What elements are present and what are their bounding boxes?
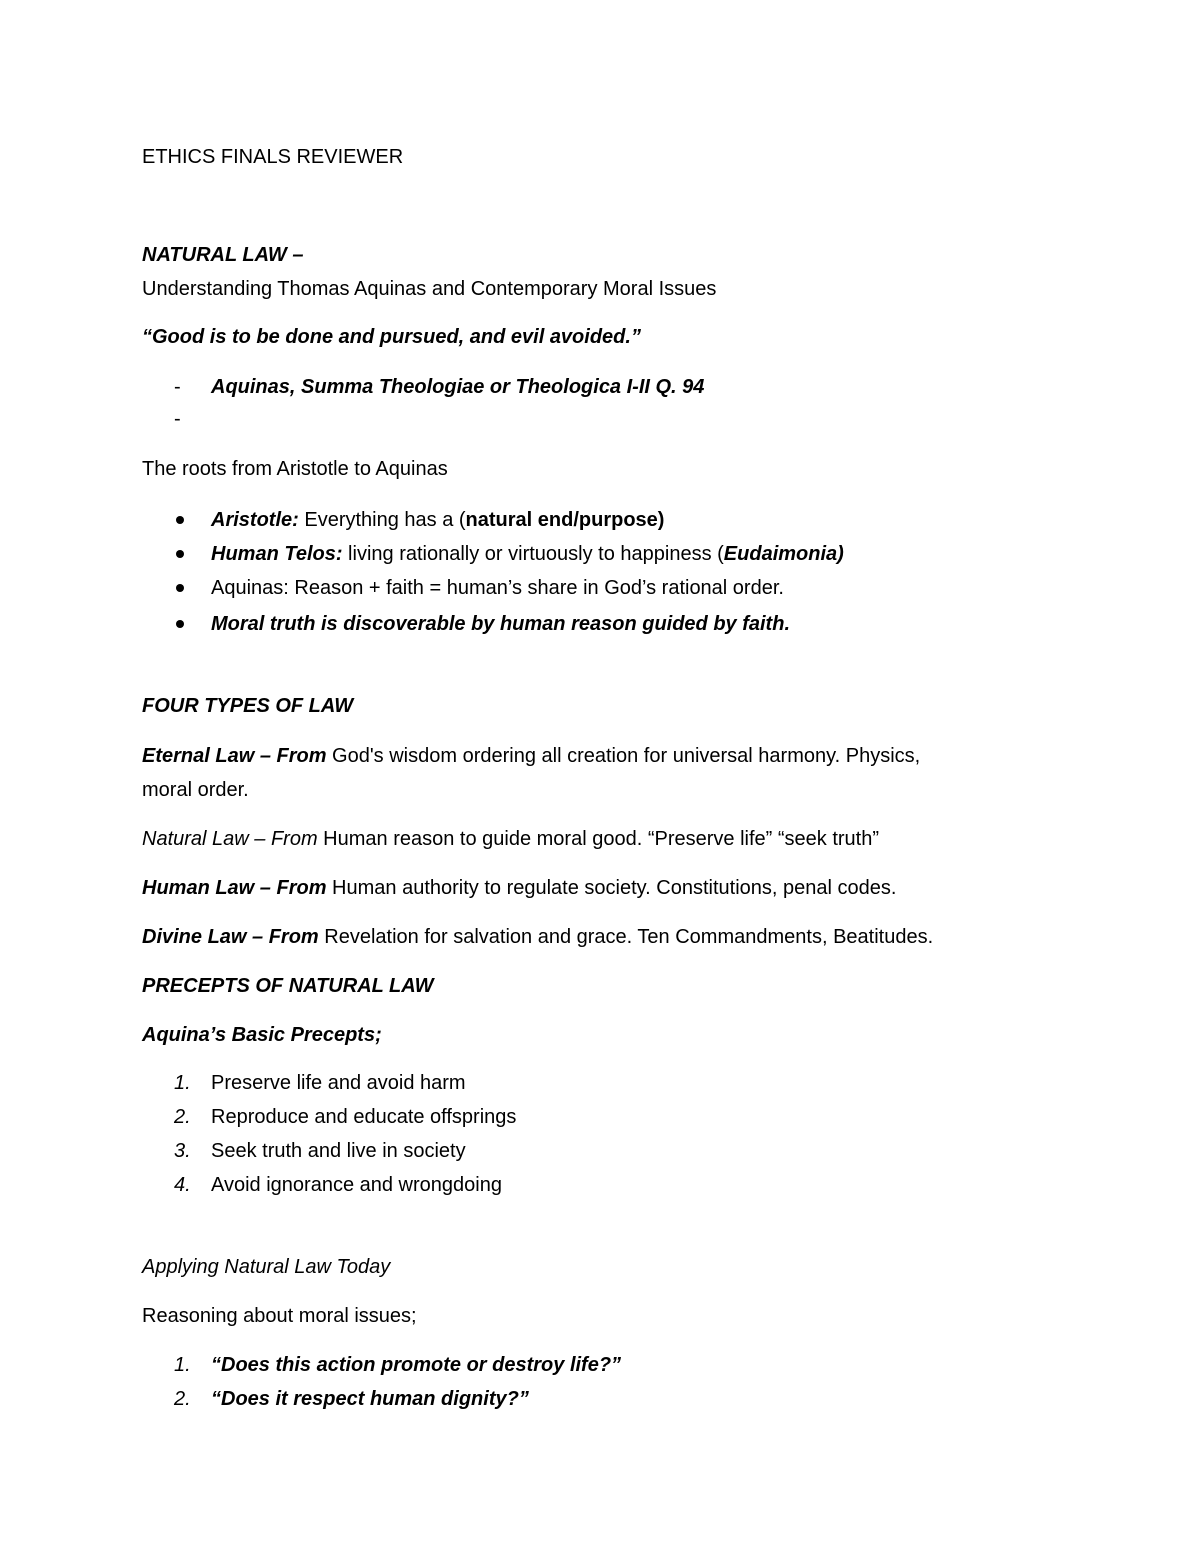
eternal-law-text: God's wisdom ordering all creation for universal harmony. Physics,	[326, 745, 921, 767]
bullet-dot	[176, 584, 184, 592]
bullet-label: Aristotle:	[211, 509, 299, 531]
bullet-text: Everything has a (	[298, 509, 466, 531]
bullet-bold: Eudaimonia)	[723, 543, 844, 565]
list-item: Moral truth is discoverable by human reason guided by faith.	[211, 613, 790, 635]
natural-law-quote: “Good is to be done and pursued, and evil avoided.”	[142, 326, 641, 348]
list-number: 2.	[174, 1388, 191, 1410]
precepts-heading: PRECEPTS OF NATURAL LAW	[142, 975, 434, 997]
precepts-subheading: Aquina’s Basic Precepts;	[142, 1024, 382, 1046]
human-law-text: Human authority to regulate society. Constitutions, penal codes.	[326, 877, 897, 899]
list-item: “Does this action promote or destroy life?”	[211, 1354, 622, 1376]
eternal-law-line	[142, 743, 920, 769]
list-item: Seek truth and live in society	[211, 1140, 466, 1162]
divine-law-line	[142, 924, 933, 950]
list-number: 2.	[174, 1106, 191, 1128]
natural-law-heading: NATURAL LAW –	[142, 244, 304, 266]
bullet-dot	[176, 550, 184, 558]
list-item	[211, 541, 844, 567]
human-law-label: Human Law – From	[142, 877, 327, 899]
list-number: 1.	[174, 1072, 191, 1094]
bullet-bold: natural end/purpose	[465, 509, 658, 531]
four-types-heading: FOUR TYPES OF LAW	[142, 695, 354, 717]
bullet-dot	[176, 516, 184, 524]
natural-law-subtitle: Understanding Thomas Aquinas and Contemporary Moral Issues	[142, 278, 717, 300]
natural-law-text: Human reason to guide moral good. “Preserve life” “seek truth”	[317, 828, 879, 850]
list-item: Avoid ignorance and wrongdoing	[211, 1174, 502, 1196]
dash-marker: -	[174, 376, 181, 398]
list-item: “Does it respect human dignity?”	[211, 1388, 529, 1410]
list-item	[211, 575, 784, 601]
list-number: 1.	[174, 1354, 191, 1376]
bullet-text: Aquinas: Reason + faith = human’s share in God’s rational order.	[211, 577, 784, 599]
list-item: Reproduce and educate offsprings	[211, 1106, 517, 1128]
eternal-law-continuation: moral order.	[142, 779, 249, 801]
bullet-tail: )	[657, 509, 665, 531]
applying-heading: Applying Natural Law Today	[142, 1256, 391, 1278]
natural-law-label: Natural Law – From	[142, 828, 318, 850]
quote-attribution: Aquinas, Summa Theologiae or Theologica I-II Q. 94	[211, 376, 705, 398]
document-title: ETHICS FINALS REVIEWER	[142, 146, 404, 168]
bullet-text: living rationally or virtuously to happiness (	[342, 543, 724, 565]
list-number: 3.	[174, 1140, 191, 1162]
divine-law-text: Revelation for salvation and grace. Ten Commandments, Beatitudes.	[318, 926, 934, 948]
bullet-label: Human Telos:	[211, 543, 343, 565]
divine-law-label: Divine Law – From	[142, 926, 319, 948]
eternal-law-label: Eternal Law – From	[142, 745, 327, 767]
list-number: 4.	[174, 1174, 191, 1196]
empty-dash-marker: -	[174, 408, 181, 430]
roots-heading: The roots from Aristotle to Aquinas	[142, 458, 448, 480]
list-item	[211, 507, 664, 533]
human-law-line	[142, 875, 896, 901]
applying-intro: Reasoning about moral issues;	[142, 1305, 417, 1327]
bullet-dot	[176, 620, 184, 628]
natural-law-line	[142, 826, 879, 852]
list-item: Preserve life and avoid harm	[211, 1072, 466, 1094]
